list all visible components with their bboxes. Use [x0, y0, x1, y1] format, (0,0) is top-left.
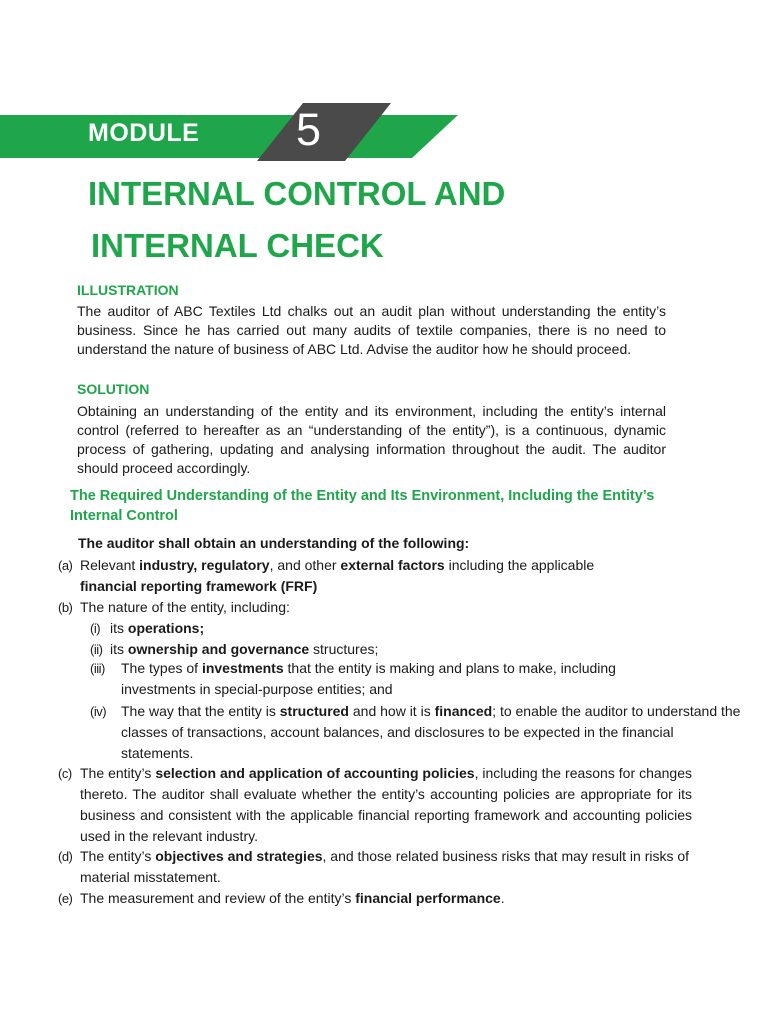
bold-run: operations;	[127, 620, 205, 636]
sub-item-i	[90, 618, 690, 639]
title-line-2: INTERNAL CHECK	[91, 227, 384, 264]
module-banner	[0, 0, 768, 170]
bold-run: external factors	[340, 557, 445, 573]
sub-label: (ii)	[90, 642, 103, 657]
list-label: (a)	[58, 558, 73, 573]
solution-text: Obtaining an understanding of the entity and its environment, including the entity’s internal control (referred to hereafter as an “understanding of the entity”), is a continuous, dynamic process of gathering, updating and analysing information throughout the audit. The auditor should proceed accordingly.	[77, 403, 666, 476]
list-item-c	[58, 763, 692, 847]
solution-heading: SOLUTION	[77, 381, 150, 397]
text-run: that the entity is making and plans to make, including investments in special-purpose entities; and	[121, 660, 616, 697]
text-run: including the applicable	[444, 557, 595, 573]
text-run: , including the reasons for changes thereto. The auditor shall evaluate whether the entity’s accounting policies are appropriate for its business and consistent with the applicable financial reporting framework and accounting policies used in the relevant industry.	[80, 765, 693, 844]
sub-label: (i)	[90, 621, 101, 636]
sub-item-ii	[90, 639, 690, 660]
bold-run: investments	[201, 660, 284, 676]
list-label: (d)	[58, 849, 73, 864]
text-run: The way that the entity is	[121, 703, 280, 719]
text-run: The entity’s	[80, 848, 156, 864]
page-title	[88, 168, 505, 272]
list-item-e	[58, 888, 692, 909]
sub-label: (iii)	[90, 661, 105, 676]
text-run: Relevant	[80, 557, 140, 573]
bold-run: financed	[434, 703, 493, 719]
green-band	[0, 115, 458, 158]
list-item-b	[58, 597, 678, 618]
bold-run: financial reporting framework (FRF)	[80, 578, 318, 594]
sub-text	[90, 658, 690, 700]
text-run: The entity’s	[80, 765, 156, 781]
title-line-1: INTERNAL CONTROL AND	[88, 175, 506, 212]
text-run: its	[110, 641, 128, 657]
section-intro: The auditor shall obtain an understanding of the following:	[78, 535, 470, 551]
list-label: (e)	[58, 891, 73, 906]
sub-label: (iv)	[90, 704, 107, 719]
list-item-d	[58, 846, 692, 888]
bold-run: structured	[279, 703, 349, 719]
list-label: (b)	[58, 600, 73, 615]
text-run: The measurement and review of the entity’s	[80, 890, 356, 906]
list-text	[58, 763, 692, 847]
bold-run: selection and application of accounting policies	[155, 765, 475, 781]
text-run: , and other	[269, 557, 341, 573]
text-run: .	[500, 890, 505, 906]
text-run: The types of	[121, 660, 202, 676]
list-label: (c)	[58, 766, 72, 781]
module-number: 5	[296, 104, 322, 155]
list-text	[58, 555, 678, 597]
list-text	[58, 846, 692, 888]
text-run: ; to enable the auditor to understand the classes of transactions, account balances, and disclosures to be expected in the financial statements.	[121, 703, 741, 761]
sub-item-iv	[90, 701, 742, 764]
text-run: , and those related business risks that may result in risks of material misstatement.	[80, 848, 690, 885]
illustration-text: The auditor of ABC Textiles Ltd chalks out an audit plan without understanding the entity’s business. Since he has carried out many audits of textile companies, there is no need to understand the nature of business of ABC Ltd. Advise the auditor how he should proceed.	[77, 303, 666, 357]
bold-run: ownership and governance	[127, 641, 310, 657]
sub-text	[90, 701, 742, 764]
list-text: The nature of the entity, including:	[80, 599, 290, 615]
section-heading: The Required Understanding of the Entity and Its Environment, Including the Entity’s Internal Control	[70, 488, 655, 524]
sub-text	[90, 618, 690, 639]
bold-run: objectives and strategies	[155, 848, 323, 864]
sub-item-iii	[90, 658, 690, 700]
illustration-heading: ILLUSTRATION	[77, 282, 179, 298]
text-run: and how it is	[348, 703, 435, 719]
text-run: structures;	[309, 641, 379, 657]
sub-text	[90, 639, 690, 660]
bold-run: financial performance	[355, 890, 501, 906]
bold-run: industry, regulatory	[139, 557, 270, 573]
text-run: its	[110, 620, 128, 636]
list-text	[58, 888, 692, 909]
list-item-a	[58, 555, 678, 597]
module-label: MODULE	[88, 119, 200, 147]
